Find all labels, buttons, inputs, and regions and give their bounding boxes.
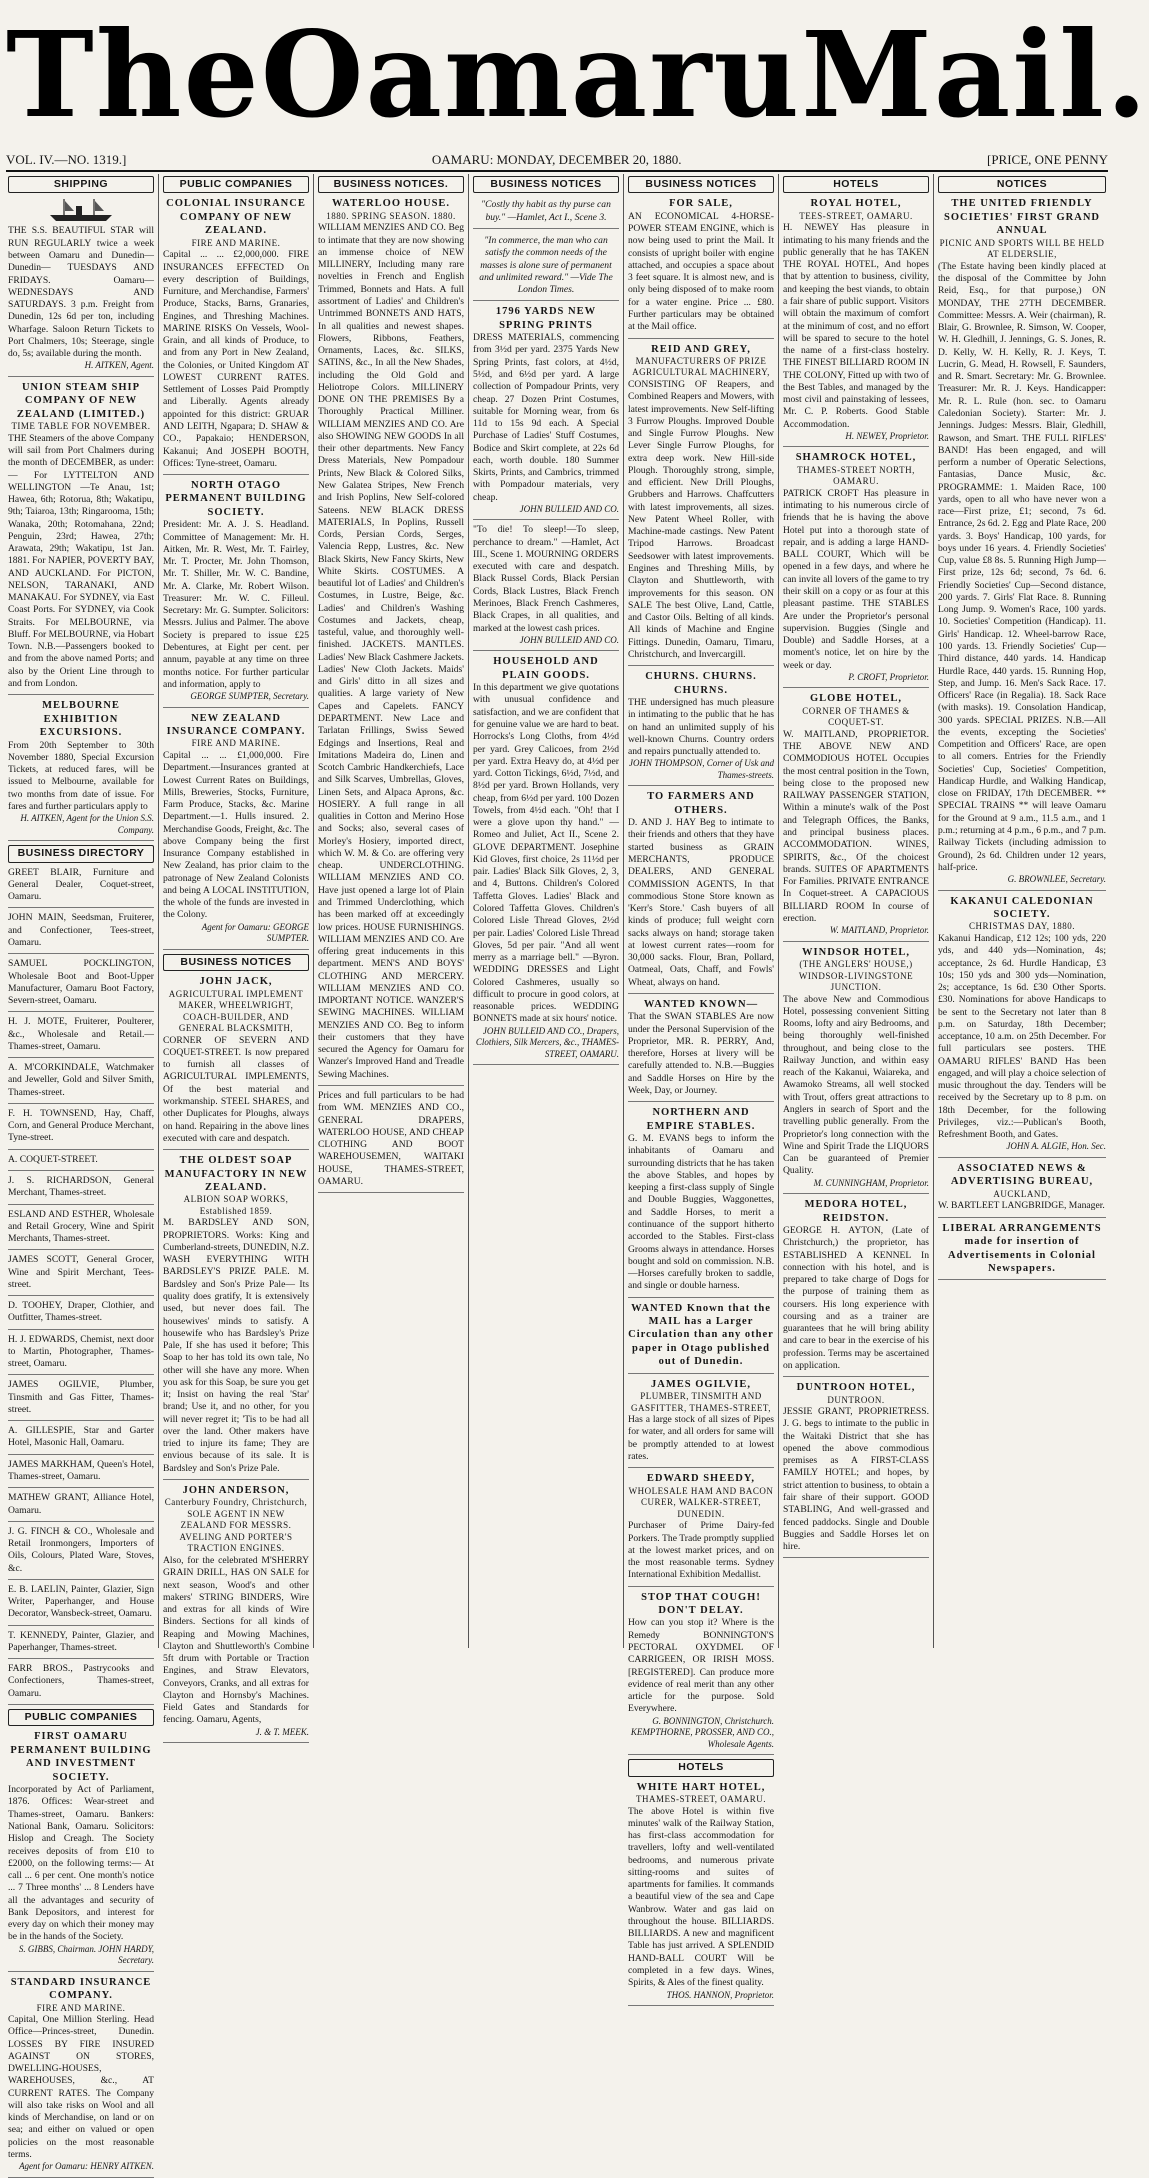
advertisement [783,451,929,688]
advertisement [163,1154,309,1480]
ad-body: D. AND J. HAY Beg to intimate to their friends and others that they have started business as GRAIN MERCHANTS, PRODUCE DEALERS, AND GENERAL COMMISSION AGENTS, In that commodious Stone Store known as 'Kerr's Store.' Cash buyers of all kinds of produce; full weight corn sacks always on hand; storage taken at lowest current rates—room for 30,000 sacks. Flour, Bran, Pollard, Oatmeal, Oats, Chaff, and Fowls' Wheat, always on hand. [628,817,774,988]
ad-subtitle: THAMES-STREET, OAMARU. [635,1794,767,1805]
ad-signature: H. NEWEY, Proprietor. [845,430,929,441]
ad-signature: M. CUNNINGHAM, Proprietor. [813,1177,929,1188]
ad-title: FIRST OAMARU PERMANENT BUILDING AND INVESTMENT SOCIETY. [10,1731,152,1783]
directory-entry [8,1108,154,1150]
ad-body: That the SWAN STABLES Are now under the Personal Supervision of the Proprietor, MR. R. PERRY, And, therefore, Horses at livery will be carefully attended to. N.B.—Buggies and Saddle Horses on Hire by the Week, Day, or Journey. [628,1011,774,1096]
directory-entry [8,1379,154,1421]
ad-body: Also, for the celebrated M'SHERRY GRAIN DRILL, HAS ON SALE for next season, Wood's and other makers' STRING BINDERS, Wire and extras for all kinds of Wire Binders. Sections for all kinds of Reaping and Mowing Machines, Clayton and Shuttleworth's Combine 5ft drum with Portable or Traction Engines, and Straw Elevators, Conveyors, Cranks, and all extras for Clayton and Hornsby's Machines. Field Gates and Standards for fencing. Oamaru, Agents, [163,1555,309,1726]
column-3 [314,174,469,1648]
ad-subtitle: (THE ANGLERS' HOUSE,) WINDSOR-LIVINGSTONE JUNCTION. [798,959,914,993]
advertisement [628,670,774,786]
ad-body: Kakanui Handicap, £12 12s; 100 yds, 220 yds, and 440 yds—Nomination, 4s; acceptance, 2s 6d. Hurdle Handicap, £3 10s; 150 yds and 300 yds—Nomination, 2s; acceptance, 1s 6d. £30 Other Sports. £30. Nominations for above Handicaps to be sent to the Secretary not later than 8 p.m. on Saturday, 18th December; acceptance, 10 a.m. on 25th December. For full particulars see posters. THE OAMARU RIFLES' BAND Has been engaged, and will play a choice selection of music throughout the day. Tenders will be received by the Secretary up to 8 p.m. on 18th December, for the following Privileges, viz.:—Publican's Booth, Refreshment Booth, and Gates. [938,932,1106,1141]
ad-body: Has a large stock of all sizes of Pipes for water, and all orders for same will be promptly attended to at lowest rates. [628,1414,774,1463]
ad-body: How can you stop it? Where is the Remedy BONNINGTON'S PECTORAL OXYDMEL OF CARRIGEEN, OR IRISH MOSS. [REGISTERED]. Can produce more evidence of real merit than any other article for the purpose. Sold Everywhere. [628,1617,774,1715]
ad-body: The above New and Commodious Hotel, possessing convenient Sitting Rooms, lofty and airy Bedrooms, and being thoroughly well-finished throughout, and being close to the Railway Junction, and within easy reach of the Kakanui, Waiareka, and Awamoko Streams, all well stocked with Trout, offers great attractions to Anglers in search of Sport and the travelling public generally. From the Proprietor's long connection with the Wine and Spirit Trade the LIQUORS Can be guaranteed of Premier Quality. [783,993,929,1177]
ad-title: ASSOCIATED NEWS & ADVERTISING BUREAU, [950,1163,1094,1188]
ad-body: In this department we give quotations with unusual confidence and satisfaction, and we are confident that for genuine value we are hard to beat. Horrocks's Long Cloths, from 4½d per yard. Grey Calicoes, from 2½d per yard. Extra Heavy do, at 4½d per yard. Cotton Tickings, 6½d, 7½d, and 8½d per yard. Brown Hollands, very cheap, from 6½d per yard. 100 Dozen Towels, from 4½d each. "Oh! that I were a glove upon thy hand." —Romeo and Juliet, Act II., Scene 2. GLOVE DEPARTMENT. Josephine Kid Gloves, first choice, 2s 11½d per pair. Ladies' Black Silk Gloves, 2, 3, and 4, Buttons. Children's Colored Taffetta Gloves. Ladies' Black and Colored Taffetta Gloves. Children's Colored Lisle Thread Gloves, 2½d per pair. Ladies' Colored Lisle Thread Gloves, 5d per pair. "And all went merry as a marriage bell." —Byron. WEDDING DRESSES and Light Colored Cashmeres, usually so difficult to procure in good colors, at reasonable prices. WEDDING BONNETS made at six hours' notice. [473,682,619,1025]
ad-signature: JOHN BULLEID AND CO. [519,634,619,645]
ad-title: STOP THAT COUGH! DON'T DELAY. [641,1591,761,1617]
directory-entry [8,1526,154,1580]
advertisement [8,1976,154,2178]
directory-entry [8,1254,154,1296]
directory-entry [8,912,154,954]
directory-entry-text: A. COQUET-STREET. [8,1153,98,1165]
ad-body: "To die! To sleep!—To sleep, perchance to dream." —Hamlet, Act III., Scene 1. MOURNING ORDERS executed with care and despatch. Black Russel Cords, Black Persian Cords, Black Lustres, Black French Merinoes, Black French Cashmeres, Black Crapes, in all qualities, and marked at the lowest cash prices. [473,524,619,634]
ad-title: NORTHERN AND EMPIRE STABLES. [646,1107,756,1132]
ad-subtitle: TEES-STREET, OAMARU. [799,210,913,221]
advertisement [628,1106,774,1297]
ad-signature: THOS. HANNON, Proprietor. [666,1989,774,2000]
ad-title: HOUSEHOLD AND PLAIN GOODS. [493,656,599,681]
issue-date: OAMARU: MONDAY, DECEMBER 20, 1880. [431,152,682,167]
section-header: SHIPPING [8,176,154,193]
ad-title: LIBERAL ARRANGEMENTS made for insertion of Advertisements in Colonial Newspapers. [942,1222,1102,1274]
ad-subtitle: CHRISTMAS DAY, 1880. [968,921,1076,932]
ad-title: THE OLDEST SOAP MANUFACTORY IN NEW ZEALAND. [164,1155,308,1193]
directory-entry-text: FARR BROS., Pastrycooks and Confectioners, Thames-street, Oamaru. [8,1663,154,1699]
directory-entry-text: A. GILLESPIE, Star and Garter Hotel, Masonic Hall, Oamaru. [8,1425,154,1449]
ad-title: WINDSOR HOTEL, [802,946,910,958]
advertisement [163,712,309,950]
advertisement [8,381,154,695]
column-2 [159,174,314,1737]
advertisement [163,1484,309,1743]
ad-title: JOHN ANDERSON, [182,1484,290,1496]
ad-body: THE Steamers of the above Company will sail from Port Chalmers during the month of DECEMBER, as under:— For LYTTELTON AND WELLINGTON —Te Anau, 1st; Hawea, 6th; Rotorua, 8th; Wakatipu, 9th; Taiaroa, 13th; Ringarooma, 15th; Wanaka, 20th; Rotomahana, 22nd; Penguin, 23rd; Hawea, 27th; Arawata, 29th; Wakatipu, 1st Jan. 1881. For NAPIER, POVERTY BAY, AND AUCKLAND. For PICTON, NELSON, TARANAKI, AND MANAKAU. For SYDNEY, via East Coast Ports. For SYDNEY, via Cook Straits. For MELBOURNE, via Bluff. For MELBOURNE, via Hobart Town. N.B.—Passengers booked to and from the above named Ports; and also by the Orient Line through to and from London. [8,432,154,690]
ad-body: W. MAITLAND, PROPRIETOR. THE ABOVE NEW AND COMMODIOUS HOTEL Occupies the most central position in the Town, being close to the proposed new RAILWAY PASSENGER STATION, Within a minute's walk of the Post and Telegraph Offices, the Banks, and principal business places. ACCOMMODATION. WINES, SPIRITS, &c., Of the choicest brands. SUITES OF APARTMENTS For Families. PRIVATE ENTRANCE In Coquet-street. A CAPACIOUS BILLIARD ROOM In course of erection. [783,728,929,924]
ad-title: WATERLOO HOUSE. [331,198,451,210]
directory-entry [8,1175,154,1205]
price: [PRICE, ONE PENNY [987,152,1108,167]
directory-entry [8,1062,154,1104]
ad-signature: S. GIBBS, Chairman. JOHN HARDY, Secretary. [18,1943,154,1966]
ad-body: The above Hotel is within five minutes' walk of the Railway Station, has first-class accommodation for travellers, lofty and well-ventilated bedrooms, and numerous private sitting-rooms and suites of apartments for families. It commands a beautiful view of the sea and Cape Wanbrow. Water and gas laid on throughout the house. BILLIARDS. BILLIARDS. A new and magnificent Table has just arrived. A SPLENDID HAND-BALL COURT Will be completed in a few days. Wines, Spirits, & Ales of the finest quality. [628,1805,774,1989]
ad-body: Incorporated by Act of Parliament, 1876. Offices: Wear-street and Thames-street, Oamaru. Bankers: National Bank, Oamaru. Solicitors: Hislop and Creagh. The Society receives deposits of from £10 to £2000, on the following terms:— At call ... 6 per cent. One month's notice ... 7 Three months' ... 8 Lenders have all the advantages and security of Bank Depositors, and interest for every day on which their money may be in the hands of the Society. [8,1784,154,1943]
ad-body: Capital ... ... £2,000,000. FIRE INSURANCES EFFECTED On every description of Buildings, Furniture, and Merchandise, Farmers' Produce, Stacks, Barns, Granaries, Engines, and Threshing Machines. MARINE RISKS On Vessels, Wool-Grain, and all kinds of Produce, to and from any Port in New Zealand, the Colonies, or United Kingdom AT LOWEST CURRENT RATES. Settlement of Losses Paid Promptly and Liberally. Agents already appointed for this district: GRUAR AND LEITH, Ngapara; D. SHAW & CO., Papakaio; HENDERSON, Kakanui; And JOSEPH BOOTH, Offices: Tyne-street, Oamaru. [163,249,309,469]
ad-title: UNION STEAM SHIP COMPANY OF NEW ZEALAND (LIMITED.) [16,381,146,420]
section-header: HOTELS [783,176,929,193]
ad-title: FOR SALE, [669,198,733,210]
ad-subtitle: FIRE AND MARINE. [191,237,281,248]
ad-subtitle: AUCKLAND, [993,1188,1051,1199]
advertisement [628,197,774,338]
ad-signature: P. CROFT, Proprietor. [848,671,929,682]
quotation: "In commerce, the man who can satisfy the common needs of the masses is alone sure of permanent and unlimited reward." —Vide The London Times. [473,233,619,301]
section-header: BUSINESS NOTICES [163,954,309,971]
ad-body: Capital ... ... £1,000,000. Fire Department.—Insurances granted at Lowest Current Rates on Buildings, Mills, Breweries, Stocks, Furniture, Farm Produce, Stacks, &c. Marine Department.—1. Hulls insured. 2. Merchandise Goods, Freight, &c. The above Company being the first Insurance Company established in New Zealand, has prior claim to the patronage of New Zealand Colonists and being A LOCAL INSTITUTION, the whole of the funds are invested in the Colony. [163,749,309,921]
ad-title: WANTED KNOWN— [643,998,759,1010]
directory-entry [8,958,154,1012]
ad-title: COLONIAL INSURANCE COMPANY OF NEW ZEALAND. [166,198,306,237]
directory-entry-text: T. KENNEDY, Painter, Glazier, and Paperhanger, Thames-street. [8,1629,154,1653]
ad-body: M. BARDSLEY AND SON, PROPRIETORS. Works: King and Cumberland-streets, DUNEDIN, N.Z. WASH EVERYTHING WITH BARDSLEY'S PRIZE PALE. M. Bardsley and Son's Prize Pale— Its quality does gratify, It is extensively used, but never does fail. The housewives' minds to satisfy. A housewife who has Bardsley's Prize Pale, If she has used it before; This Soap to her has told its own tale, No other will she have any more. When you ask for this Soap, be sure you get it; Insist on having the real 'Star' brand; Use it, and no other, for you will never regret it; 'Tis to be had all over the land. Other makers have tried to injure its fame; They are envious because of its sale. It is Bardsley and Son's Prize Pale. [163,1217,310,1474]
advertisement [163,975,309,1150]
ad-subtitle: PICNIC AND SPORTS WILL BE HELD AT ELDERSLIE, [939,237,1105,260]
ad-subtitle: WHOLESALE HAM AND BACON CURER, WALKER-STREET, DUNEDIN. [628,1485,774,1519]
ad-body: From 20th September to 30th November 1880, Special Excursion Tickets, at reduced fares, will be issued to Melbourne, available for two months from date of issue. For fares and further particulars apply to [8,739,154,812]
directory-entry-text: D. TOOHEY, Draper, Clothier, and Outfitter, Thames-street. [8,1300,154,1324]
ad-subtitle: THAMES-STREET NORTH, OAMARU. [797,464,915,487]
advertisement [8,1730,154,1971]
column-4 [469,174,624,1648]
directory-entry-text: E. B. LAELIN, Painter, Glazier, Sign Writer, Paperhanger, and House Decorator, Wansbeck-street, Oamaru. [8,1583,154,1620]
ad-title: JAMES OGILVIE, [651,1378,751,1390]
advertisement [473,524,619,651]
ad-body: PATRICK CROFT Has pleasure in intimating to his numerous circle of friends that he is having the above Hotel put into a thorough state of repair, and is adding a large HAND-BALL COURT, Which will be opened in a few days, and where he can invite all lovers of the game to try their skill on a copy or as four at this pleasant pastime. THE STABLES Are under the Proprietor's personal supervision. Buggies (Single and Double) and Saddle Horses, at a moment's notice, let on hire by the week or day. [783,487,929,671]
section-header: NOTICES [938,176,1106,193]
ad-signature: G. BROWNLEE, Secretary. [1007,874,1106,885]
advertisement [628,1378,774,1469]
ad-subtitle: DUNTROON. [827,1394,885,1405]
columns [4,174,1110,2172]
advertisement [783,1381,929,1558]
directory-entry-text: JAMES SCOTT, General Grocer, Wine and Spirit Merchant, Tees-street. [8,1254,154,1290]
ad-body: President: Mr. A. J. S. Headland. Committee of Management: Mr. H. Aitken, Mr. R. West, Mr. T. Fairley, Mr. T. Procter, Mr. John Thomson, Mr. T. Shiller, Mr. W. C. Bandine, Mr. A. Clarke, Mr. Robert Wilson. Treasurer: Mr. W. C. Filleul. Secretary: Mr. G. Sumpter. Solicitors: Messrs. Julius and Palmer. The above Society is prepared to issue £25 Debentures, at Eight per cent. per annum, payable at any time on three months notice. For further particular and information, apply to [163,519,309,690]
ad-title: EDWARD SHEEDY, [646,1473,756,1485]
directory-entry-text: J. S. RICHARDSON, General Merchant, Thames-street. [8,1174,154,1199]
ad-subtitle: TIME TABLE FOR NOVEMBER. [11,421,151,432]
section-header: PUBLIC COMPANIES [163,176,309,193]
advertisement [783,197,929,447]
directory-entry-text: H. J. EDWARDS, Chemist, next door to Martin, Photographer, Thames-street, Oamaru. [8,1333,154,1370]
ad-body: DRESS MATERIALS, commencing from 3½d per yard. 2375 Yards New Spring Prints, fast colors, at 4½d, 5½d, and 6½d per yard. A large collection of Pompadour Prints, very cheap. 27 Dozen Print Costumes, suitable for Morning wear, from 6s 11d to 15s 9d each. A Special Purchase of Ladies' Stuff Costumes, Bodice and Skirt complete, at 22s 6d each, worth double. 180 Summer Skirts, Prints, and Cambrics, trimmed with Pompadour materials, very cheap. [473,332,619,503]
ad-body: JESSIE GRANT, PROPRIETRESS. J. G. begs to intimate to the public in the Waitaki District that she has opened the above commodious premises as A FIRST-CLASS FAMILY HOTEL; and hopes, by strict attention to business, to obtain a fair share of their support. GOOD STABLING, And well-grassed and fenced paddocks. Single and Double Buggies and Saddle Horses let on hire. [783,1406,929,1553]
directory-entry [8,1492,154,1522]
advertisement [628,1302,774,1374]
ad-title: NORTH OTAGO PERMANENT BUILDING SOCIETY. [165,480,307,518]
ad-signature: JOHN THOMPSON, Corner of Usk and Thames-streets. [629,758,774,780]
ad-subtitle: 1880. SPRING SEASON. 1880. [326,210,456,221]
ad-body: (The Estate having been kindly placed at the disposal of the Committee by John Reid, Esq., for that purpose,) ON MONDAY, THE 27TH DECEMBER. Committee: Messrs. A. Weir (chairman), R. Blair, G. Brownlee, R. Simson, W. Cooper, W. H. Gledhill, J. Jennings, G. S. Jones, R. D. Kelly, W. H. Kelly, R. J. Keys, T. Lucrin, G. Mead, H. Rowsell, F. Saunders, and R. Smart. Secretary: Mr. G. Brownlee. Treasurer: Mr. R. J. Keys. Handicapper: Mr. R. L. Rule (hon. sec. to Oamaru Caledonian Society). Starter: Mr. J. Jennings. Judges: Messrs. Blair, Gledhill, Rawson, and Smart. THE FULL RIFLES' BAND! Has been engaged, and will perform a number of Operatic Selections, Fantasias, Dance Music, &c. PROGRAMME: 1. Maiden Race, 100 yards, open to all who have never won a race—First prize, £1; second, 7s 6d. Entrance, 2s 6d. 2. Egg and Plate Race, 200 yards. 3. Boys' Handicap, 100 yards, for boys under 16 years. 4. Friendly Societies' Cup, value £8 8s. 5. Running High Jump—First prize, 12s 6d; second, 7s 6d. 6. Friendly Societies' Cup—Second distance, 200 yards. 7. Girls' Flat Race. 8. Running Long Jump. 9. Women's Race, 100 yards. 10. Societies' Competition (Handicap). 11. Girls' Handicap. 12. Wheel-barrow Race, 100 yards. 13. Friendly Societies' Cup—Third distance, 440 yards. 14. Handicap Hurdle Race, 440 yards. 15. Running Hop, Step, and Jump. 16. Men's Sack Race. 17. Officers' Race (in Regalia). 18. Sack Race (with masks). 19. Consolation Handicap, 300 yards. SPECIAL PRIZES. N.B.—All the events, excepting the Societies' Competition and Officers' Race, are open to all comers. Entries for the Friendly Societies' Cup, Societies' Competition, Handicap Hurdle, and Walking Handicap, close on FRIDAY, 17th DECEMBER. ** SPECIAL TRAINS ** will leave Oamaru for the Ground at 9 a.m., 11.5 a.m., and 1 p.m.; returning at 4 p.m., 6 p.m., and 7 p.m. Railway Tickets (including admission to Ground), 2s 6d. Children under 12 years, half-price. [938,260,1106,873]
advertisement [938,1162,1106,1218]
quotation: "Costly thy habit as thy purse can buy." —Hamlet, Act I., Scene 3. [473,197,619,229]
directory-entry-text: JOHN MAIN, Seedsman, Fruiterer, and Confectioner, Tees-street, Oamaru. [8,912,154,948]
section-header: HOTELS [628,1759,774,1776]
directory-entry [8,1584,154,1626]
ad-body: Purchaser of Prime Dairy-fed Porkers. The Trade promptly supplied at the lowest market prices, and on the most reasonable terms. Sydney International Exhibition Medallist. [628,1520,774,1581]
advertisement [473,655,619,1065]
ad-subtitle: CORNER OF THAMES & COQUET-ST. [802,705,910,728]
advertisement [628,998,774,1102]
column-5 [624,174,779,2000]
ad-title: 1796 YARDS NEW SPRING PRINTS [495,306,597,331]
column-6 [779,174,934,1648]
directory-entry-text: JAMES OGILVIE, Plumber, Tinsmith and Gas Fitter, Thames-street. [8,1379,154,1415]
section-header: BUSINESS DIRECTORY [8,845,154,862]
column-1 [4,174,159,2172]
ad-title: REID AND GREY, [651,343,751,355]
section-header: PUBLIC COMPANIES [8,1709,154,1726]
ad-title: TO FARMERS AND OTHERS. [647,791,755,816]
advertisement [938,197,1106,890]
ad-title: DUNTROON HOTEL, [796,1382,916,1394]
ad-title: MEDORA HOTEL, REIDSTON. [804,1199,908,1224]
advertisement [628,790,774,994]
advertisement [783,692,929,941]
ad-body: Capital, One Million Sterling. Head Office—Princes-street, Dunedin. LOSSES BY FIRE INSURED AGAINST ON STORES, DWELLING-HOUSES, WAREHOUSES, &c., AT CURRENT RATES. The Company will also take risks on Wool and all kinds of Merchandise, on land or on sea; and either on valued or open policies on the most reasonable terms. [8,2014,154,2160]
masthead [0,0,1149,150]
advertisement [628,1591,774,1756]
directory-entry [8,1209,154,1251]
ad-title: MELBOURNE EXHIBITION EXCURSIONS. [39,700,123,739]
ad-body: W. BARTLEET LANGBRIDGE, Manager. [938,1200,1105,1212]
ad-title: KAKANUI CALEDONIAN SOCIETY. [950,895,1094,921]
ad-signature: Agent for Oamaru: HENRY AITKEN. [19,2161,154,2172]
directory-entry-text: A. M'CORKINDALE, Watchmaker and Jeweller, Gold and Silver Smith, Thames-street. [8,1062,154,1098]
advertisement [318,1090,464,1193]
ad-body: CORNER OF SEVERN AND COQUET-STREET. Is now prepared to furnish all classes of AGRICULTURAL IMPLEMENTS, Of the best material and workmanship. STEEL SHARES, and other Duplicates for Ploughs, always on hand. Repairing in the above lines executed with care and despatch. [163,1034,309,1144]
advertisement [628,1472,774,1586]
ad-title: THE UNITED FRIENDLY SOCIETIES' FIRST GRAND ANNUAL [943,198,1100,237]
advertisement [318,197,464,1086]
ad-subtitle: MANUFACTURERS OF PRIZE AGRICULTURAL MACHINERY, [632,355,770,378]
ad-signature: Agent for Oamaru: GEORGE SUMPTER. [201,921,309,944]
advertisement [628,343,774,667]
ad-signature: J. & T. MEEK. [255,1726,309,1737]
ad-body: H. NEWEY Has pleasure in intimating to his many friends and the public generally that he has TAKEN THE ROYAL HOTEL, And hopes that by attention to business, civility, and keeping the best viands, to obtain a fair share of public support. Visitors will obtain the maximum of comfort at the minimum of cost, and no effort will be spared to secure to the hotel the name of a first-class hostelry. THE FINEST BILLIARD ROOM IN THE COLONY, Fitted up with two of the Best Tables, and managed by the most civil and painstaking of lessees, Mr. C. P. Roberts. Good Stable Accommodation. [783,222,930,430]
ad-title: NEW ZEALAND INSURANCE COMPANY. [166,712,306,738]
ad-signature: W. MAITLAND, Proprietor. [829,925,929,936]
directory-entry-text: JAMES MARKHAM, Queen's Hotel, Thames-street, Oamaru. [8,1458,154,1483]
ad-title: ROYAL HOTEL, [810,198,902,210]
directory-entry [8,1334,154,1376]
directory-entry [8,1663,154,1705]
ad-body: GEORGE H. AYTON, (Late of Christchurch,) the proprietor, has ESTABLISHED A KENNEL In connection with his hotel, and is prepared to take charge of Dogs for the purpose of training them as coursers. His long experience with coursing and as a trainer are guarantees that he will bring ability and care to bear in the exercise of his profession. Terms may be ascertained on application. [783,1224,929,1371]
ad-subtitle: FIRE AND MARINE. [36,2002,126,2013]
ad-title: JOHN JACK, [199,976,273,988]
ad-signature: JOHN A. ALGIE, Hon. Sec. [1006,1141,1106,1152]
ad-signature: JOHN BULLEID AND CO., Drapers, Clothiers, Silk Mercers, &c., THAMES-STREET, OAMARU. [475,1025,619,1059]
ad-subtitle: PLUMBER, TINSMITH AND GASFITTER, THAMES-STREET, [631,1391,771,1413]
dateline [6,150,1108,172]
directory-entry [8,1425,154,1455]
ad-signature: JOHN BULLEID AND CO. [519,503,619,514]
ad-subtitle: Canterbury Foundry, Christchurch, SOLE AGENT IN NEW ZEALAND FOR MESSRS. AVELING AND PORTER'S TRACTION ENGINES. [164,1497,308,1554]
advertisement [938,1222,1106,1281]
advertisement [8,225,154,376]
ad-signature: G. BONNINGTON, Christchurch. KEMPTHORNE, PROSSER, AND CO., Wholesale Agents. [630,1715,774,1749]
directory-entry-text: J. G. FINCH & CO., Wholesale and Retail Ironmongers, Importers of Oils, Colours, Plated Ware, Stoves, &c. [8,1525,154,1574]
ad-body: THE S.S. BEAUTIFUL STAR will RUN REGULARLY twice a week between Oamaru and Dunedin— Dunedin— TUESDAYS AND FRIDAYS. Oamaru— WEDNESDAYS AND SATURDAYS. 3 p.m. Freight from Dunedin, 12s 6d per ton, including Wharfage. Saloon Return Tickets to Port Chalmers, 10s; Steerage, single do, 5s; available during the month. [8,225,154,360]
ad-body: Prices and full particulars to be had from WM. MENZIES AND CO., GENERAL DRAPERS, WATERLOO HOUSE, AND CHEAP CLOTHING AND BOOT WAREHOUSEMEN, WAITAKI HOUSE, THAMES-STREET, OAMARU. [318,1089,464,1187]
directory-entry [8,1459,154,1489]
advertisement [163,197,309,475]
ad-body: THE undersigned has much pleasure in intimating to the public that he has on hand an unlimited supply of his well-known Churns. Country orders and repairs punctually attended to. [628,696,774,758]
advertisement [783,946,929,1194]
masthead-word-oamaru: Oamaru [260,5,802,144]
directory-entry-text: F. H. TOWNSEND, Hay, Chaff, Corn, and General Produce Merchant, Tyne-street. [8,1107,154,1144]
advertisement [163,479,309,708]
advertisement [938,895,1106,1158]
ad-signature: H. AITKEN, Agent. [84,360,154,371]
masthead-word-mail: Mail. [801,5,1149,144]
section-header: BUSINESS NOTICES [473,176,619,193]
advertisement [628,1781,774,2006]
ad-body: AN ECONOMICAL 4-HORSE-POWER STEAM ENGINE, which is now being used to print the Mail. It consists of upright boiler with engine attached, and occupies a space about 3 feet square. It is almost new, and is only being disposed of to make room for a water engine. Price ... £80. Further particulars may be obtained at the Mail office. [628,210,774,333]
directory-entry [8,1154,154,1171]
ad-title: GLOBE HOTEL, [810,693,902,705]
directory-entry [8,1300,154,1330]
column-7 [934,174,1110,1648]
directory-entry [8,1630,154,1660]
masthead-word-the: The [6,5,261,144]
directory-entry-text: ESLAND AND ESTHER, Wholesale and Retail Grocery, Wine and Spirit Merchants, Thames-street. [8,1208,154,1245]
section-header: BUSINESS NOTICES. [318,176,464,193]
ad-body: G. M. EVANS begs to inform the inhabitants of Oamaru and surrounding districts that he has taken the above Stables, and hopes by keeping a first-class supply of Single and Double Buggies, Waggonettes, and Saddle Horses, to merit a continuance of the support hitherto accorded to the Stables. First-class Grooms always in attendance. Horses bought and sold on commission. N.B.—Horses carefully broken to saddle, and single or double harness. [628,1133,774,1292]
ad-subtitle: ALBION SOAP WORKS, Established 1859. [183,1194,289,1216]
ad-signature: GEORGE SUMPTER, Secretary. [190,691,309,702]
ad-signature: H. AITKEN, Agent for the Union S.S. Company. [20,813,154,835]
advertisement [8,699,154,841]
ad-title: CHURNS. CHURNS. CHURNS. [645,671,757,696]
section-header: BUSINESS NOTICES [628,176,774,193]
ad-body: WILLIAM MENZIES AND CO. Beg to intimate that they are now showing an immense choice of NEW MILLINERY, Including many rare novelties in French and English Trimmed, Bonnets and Hats. A full assortment of Ladies' and Children's Untrimmed BONNETS AND HATS, In all qualities and newest shapes. Flowers, Ribbons, Feathers, Ornaments, Laces, &c. SILKS, SATINS, &c., In all the New Shades, including the Old Gold and Heliotrope Colors. MILLINERY DONE ON THE PREMISES By a Thoroughly Practical Milliner. WILLIAM MENZIES AND CO. Are also SHOWING NEW GOODS In all their other departments. New Fancy Dress Materials, New Pompadour Prints, New Black & Colored Silks, New Galatea Stripes, New French and Irish Poplins, New Self-colored Sateens. NEW BLACK DRESS MATERIALS, In Poplins, Russell Cords, Persian Cords, Serges, Valencia Repp, Lustres, &c. New Black Skirts, New Fancy Skirts, New White Skirts. COSTUMES. A beautiful lot of Ladies' and Children's Costumes, in Lustre, Beige, &c. Ladies' and Children's Washing Costumes and Jackets, cheap, tasteful, value, and thoroughly well-finished. JACKETS. MANTLES. Ladies' New Black Cashmere Jackets. Ladies' New Cloth Jackets. Maids' and Girls' ditto in all sizes and qualities. A large variety of New Capes and Capelets. FANCY DEPARTMENT. New Lace and Tarlatan Frillings, Swiss Sewed Edgings and Insertions, Real and Imitations Madeira do, Linen and Scotch Cambric Handkerchiefs, Lace and Silk Scarves, Umbrellas, Gloves, Linen Sets, and Alpaca Aprons, &c. HOSIERY. A full range in all qualities in Cotton and Merino Hose and Socks; also, several cases of Morley's Hosiery, imported direct, which W. M. & Co. are offering very cheap. UNDERCLOTHING. WILLIAM MENZIES AND CO. Have just opened a large lot of Plain and Trimmed Underclothing, which has been marked off at exceedingly low prices. HOUSE FURNISHINGS. WILLIAM MENZIES AND CO. Are offering great inducements in this department. MEN'S AND BOYS' CLOTHING AND MERCERY. WILLIAM MENZIES AND CO. IMPORTANT NOTICE. WANZER'S SEWING MACHINES. WILLIAM MENZIES AND CO. Beg to inform their customers that they have secured the Agency for Oamaru for Wanzer's Improved Hand and Treadle Sewing Machines. [318,222,464,1080]
directory-entry [8,867,154,909]
advertisement [473,305,619,520]
advertisement [783,1198,929,1377]
directory-entry-text: MATHEW GRANT, Alliance Hotel, Oamaru. [8,1492,154,1516]
volume-number: VOL. IV.—NO. 1319.] [6,152,127,167]
ad-title: WHITE HART HOTEL, [636,1781,766,1793]
ad-title: STANDARD INSURANCE COMPANY. [10,1976,152,2002]
ad-title: SHAMROCK HOTEL, [795,452,917,464]
directory-entry-text: SAMUEL POCKLINGTON, Wholesale Boot and Boot-Upper Manufacturer, Oamaru Boot Factory, Severn-street, Oamaru. [8,958,154,1007]
directory-entry [8,1016,154,1058]
steamship-icon [46,197,116,223]
ad-title: WANTED Known that the MAIL has a Larger Circulation than any other paper in Otago published out of Dunedin. [628,1302,774,1368]
ad-subtitle: AGRICULTURAL IMPLEMENT MAKER, WHEELWRIGHT, COACH-BUILDER, AND GENERAL BLACKSMITH, [168,988,304,1034]
directory-entry-text: H. J. MOTE, Fruiterer, Poulterer, &c., Wholesale and Retail.—Thames-street, Oamaru. [8,1016,154,1052]
ad-subtitle: FIRE AND MARINE. [191,738,281,749]
directory-entry-text: GREET BLAIR, Furniture and General Dealer, Coquet-street, Oamaru. [8,866,154,903]
ad-body: CONSISTING OF Reapers, and Combined Reapers and Mowers, with latest improvements. New Self-lifting 3 Furrow Ploughs. Improved Double and Single Furrow Ploughs. New Lever Single Furrow Ploughs, for extra deep work. New Hill-side Plough. Thoroughly strong, simple, and efficient. New Drill Ploughs, Grubbers and Harrows. Chaffcutters with latest improvements, all sizes. New Patent Wheel Roller, with Machine-made castings. New Patent Tripod Harrows. Broadcast Seedsower with latest improvements. Engines and Threshing Mills, by Clayton and Shuttleworth, with improvements for this season. ON SALE The best Olive, Land, Cattle, and Castor Oils. Belting of all kinds. All kinds of Machine and Engine Fittings. Dunedin, Oamaru, Timaru, Christchurch, and Invercargill. [628,379,774,660]
